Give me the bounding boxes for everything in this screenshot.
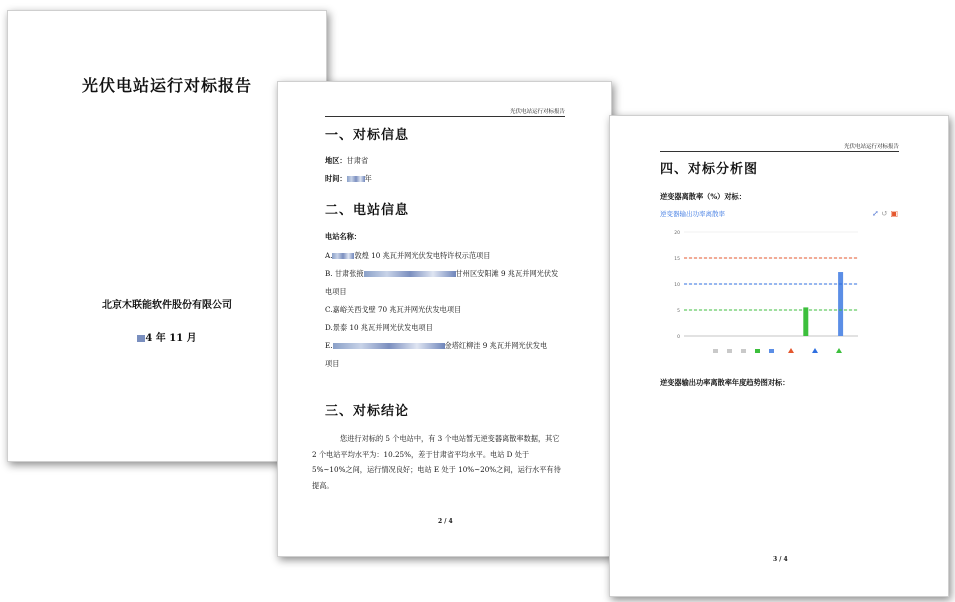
y-tick-label: 5 [677,309,680,314]
station-label: 电站名称： [325,232,361,241]
chart-toolbar-icons[interactable] [872,209,898,218]
bar-D [803,307,808,336]
page-number: 3 / 4 [773,556,788,563]
station-item-b: B. 甘肃张掖 甘州区安阳滩 9 兆瓦并网光伏发 [325,269,559,278]
station-item-c: C.嘉峪关西戈壁 70 兆瓦并网光伏发电项目 [325,305,462,314]
redacted-block [347,176,365,182]
page-number: 2 / 4 [438,518,453,525]
time-row: 时间： 年 [325,174,372,183]
legend-swatch-A [713,349,718,353]
chart1-title: 逆变器离散率（%）对标： [660,192,746,201]
y-tick-label: 10 [674,283,680,288]
chart-svg [658,224,908,359]
station-item-b-cont: 电项目 [325,287,347,296]
section-title-analysis: 四、对标分析图 [660,162,759,177]
legend-swatch-E [769,349,774,353]
legend-swatch-C [741,349,746,353]
legend-marker-0 [788,348,794,353]
y-tick-label: 15 [674,257,680,262]
restore-icon[interactable]: ↺ [881,209,888,218]
section-title-conclusion: 三、对标结论 [325,404,410,419]
report-page-3 [609,115,949,597]
station-item-a: A. 敦煌 10 兆瓦并网光伏发电特许权示范项目 [325,251,491,260]
page-header: 光伏电站运行对标报告 [325,107,565,117]
cover-company: 北京木联能软件股份有限公司 [102,300,232,311]
conclusion-paragraph: 您进行对标的 5 个电站中，有 3 个电站暂无逆变器离散率数据，其它 2 个电站平均水平为：10.25%，差于甘肃省平均水平。电站 D 处于 5%~10%之间，运行情况良好；电站 E 处于 10%~20%之间，运行水平有待提高。 [312,434,561,490]
legend-swatch-D [755,349,760,353]
station-item-e: E. 金塔红柳洼 9 兆瓦并网光伏发电 [325,341,548,350]
legend-marker-2 [836,348,842,353]
station-item-e-cont: 项目 [325,359,340,368]
page-header: 光伏电站运行对标报告 [660,142,899,152]
cover-date: 4 年 11 月 [8,329,326,344]
legend-marker-1 [812,348,818,353]
station-item-d: D.景泰 10 兆瓦并网光伏发电项目 [325,323,433,332]
discreteness-bar-chart [658,224,908,374]
y-tick-label: 0 [677,335,680,340]
section-title-info: 一、对标信息 [325,128,410,143]
report-page-2 [277,81,612,557]
chart2-title: 逆变器输出功率离散率年度趋势图对标： [660,378,790,387]
cover-title: 光伏电站运行对标报告 [81,76,252,95]
section-title-station: 二、电站信息 [325,203,410,218]
region-row: 地区：甘肃省 [325,156,369,165]
legend-swatch-B [727,349,732,353]
zoom-icon[interactable]: ⤢ [872,209,879,218]
y-tick-label: 20 [674,231,680,236]
bar-E [838,272,843,336]
chart-inner-title: 逆变器输出功率离散率 [660,210,725,218]
save-icon[interactable]: ▣ [890,209,899,218]
